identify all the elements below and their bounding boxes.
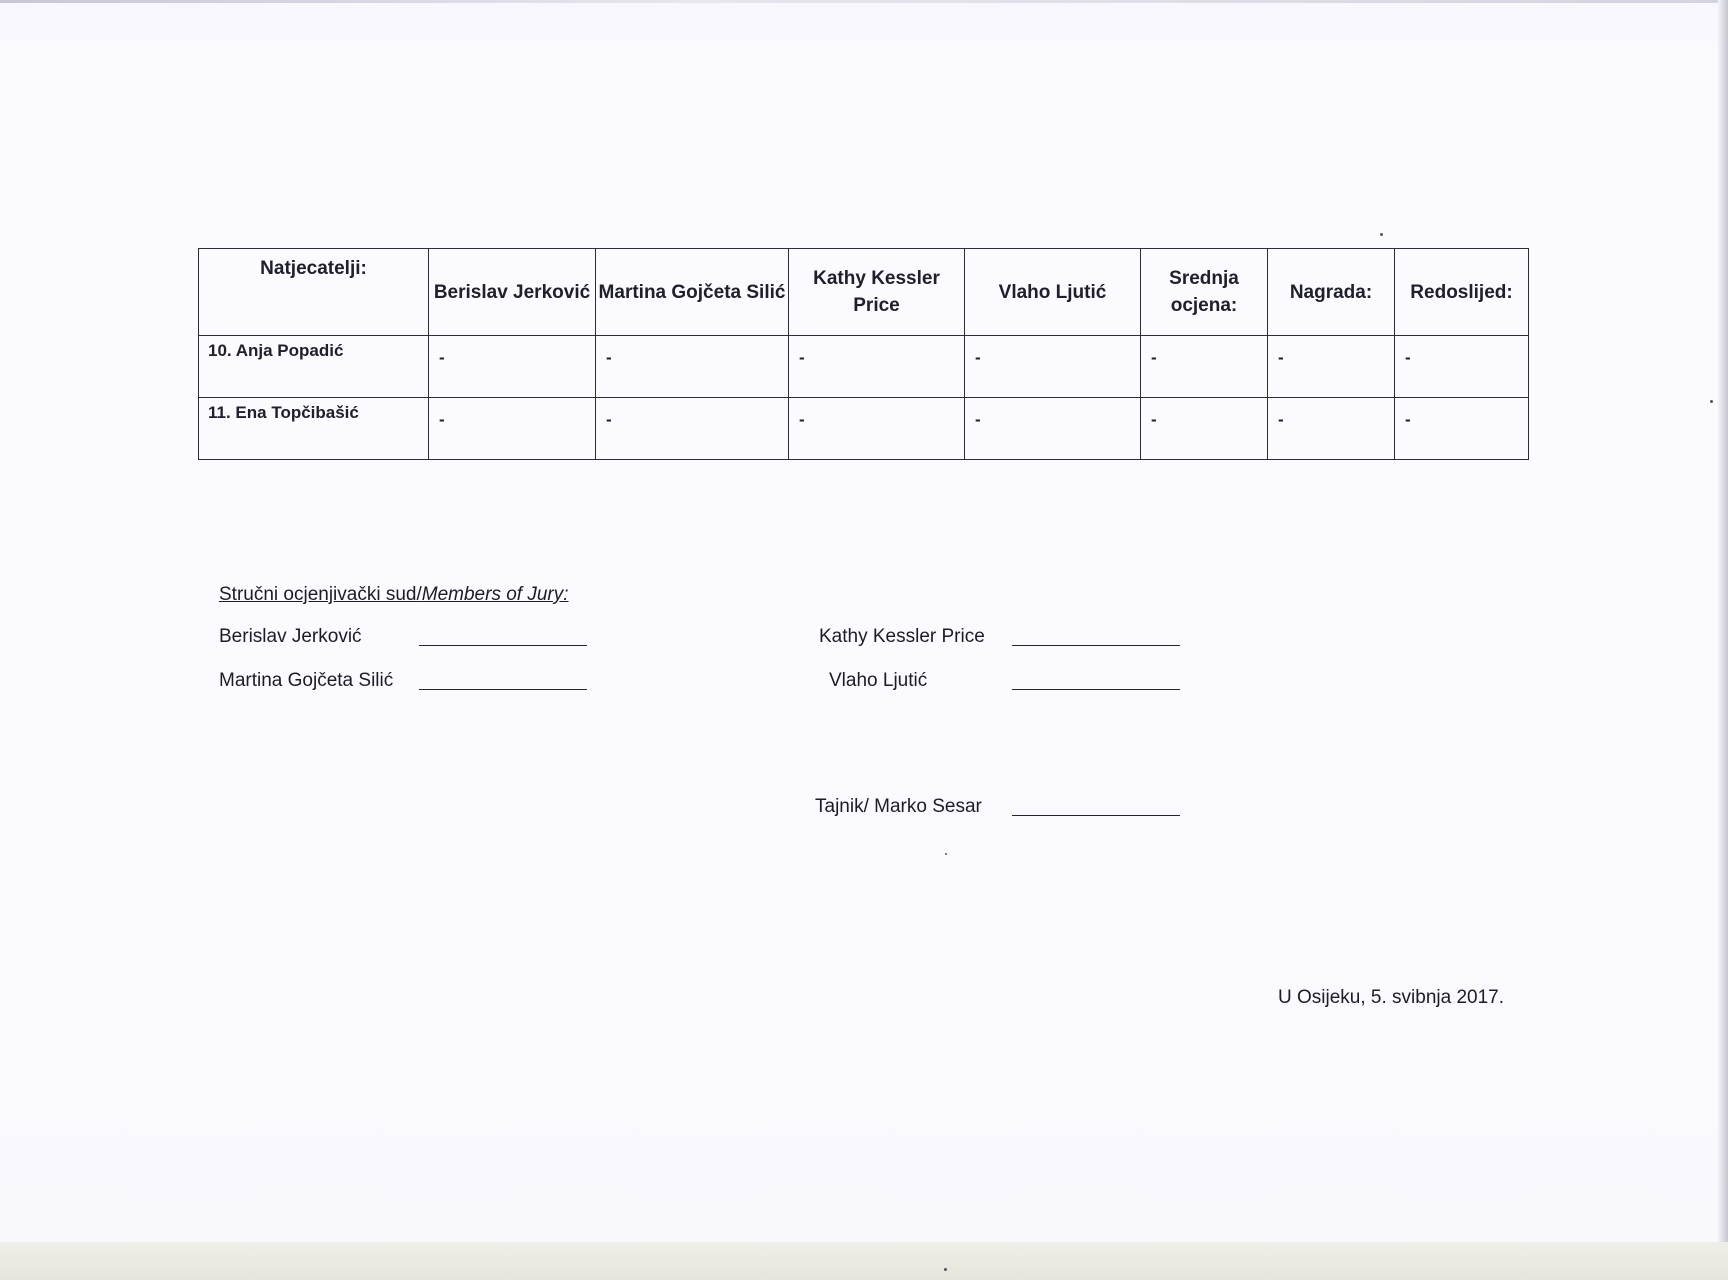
scan-right-edge xyxy=(1718,0,1728,1280)
header-row xyxy=(199,249,1529,336)
score-cell: - xyxy=(596,398,789,460)
average-cell: - xyxy=(1141,398,1268,460)
scan-top-edge xyxy=(0,0,1728,3)
results-table xyxy=(198,248,1529,460)
score-cell: - xyxy=(965,336,1141,398)
header-judge-3: Kathy Kessler Price xyxy=(789,249,965,336)
jury-title-hr: Stručni ocjenjivački sud/ xyxy=(219,584,422,605)
score-cell: - xyxy=(429,398,596,460)
signature-line xyxy=(419,689,587,690)
signature-line xyxy=(1012,689,1180,690)
jury-title-en: Members of Jury: xyxy=(421,584,569,605)
header-rank: Redoslijed: xyxy=(1395,249,1529,336)
header-award: Nagrada: xyxy=(1268,249,1395,336)
scan-bottom-edge xyxy=(0,1242,1728,1280)
award-cell: - xyxy=(1268,336,1395,398)
date-place: U Osijeku, 5. svibnja 2017. xyxy=(1278,987,1505,1008)
header-average-score: Srednja ocjena: xyxy=(1141,249,1268,336)
scan-speck xyxy=(945,853,947,855)
header-contestants: Natjecatelji: xyxy=(199,249,429,336)
contestant-name: 11. Ena Topčibašić xyxy=(199,398,429,460)
award-cell: - xyxy=(1268,398,1395,460)
signature-line xyxy=(419,645,587,646)
score-cell: - xyxy=(789,398,965,460)
score-cell: - xyxy=(596,336,789,398)
scan-speck xyxy=(1710,400,1713,403)
table-row xyxy=(199,398,1529,460)
average-cell: - xyxy=(1141,336,1268,398)
jury-member-name: Martina Gojčeta Silić xyxy=(219,670,394,691)
jury-member-name: Vlaho Ljutić xyxy=(829,670,928,691)
score-cell: - xyxy=(429,336,596,398)
rank-cell: - xyxy=(1395,398,1529,460)
table-row xyxy=(199,336,1529,398)
jury-title xyxy=(219,584,569,606)
header-judge-2: Martina Gojčeta Silić xyxy=(596,249,789,336)
score-cell: - xyxy=(789,336,965,398)
jury-member-name: Kathy Kessler Price xyxy=(819,626,985,647)
scan-speck xyxy=(1380,233,1383,236)
header-judge-4: Vlaho Ljutić xyxy=(965,249,1141,336)
signature-line xyxy=(1012,815,1180,816)
secretary-name: Tajnik/ Marko Sesar xyxy=(815,796,982,817)
signature-line xyxy=(1012,645,1180,646)
score-cell: - xyxy=(965,398,1141,460)
jury-member-name: Berislav Jerković xyxy=(219,626,362,647)
header-judge-1: Berislav Jerković xyxy=(429,249,596,336)
scan-speck xyxy=(944,1268,947,1271)
rank-cell: - xyxy=(1395,336,1529,398)
contestant-name: 10. Anja Popadić xyxy=(199,336,429,398)
